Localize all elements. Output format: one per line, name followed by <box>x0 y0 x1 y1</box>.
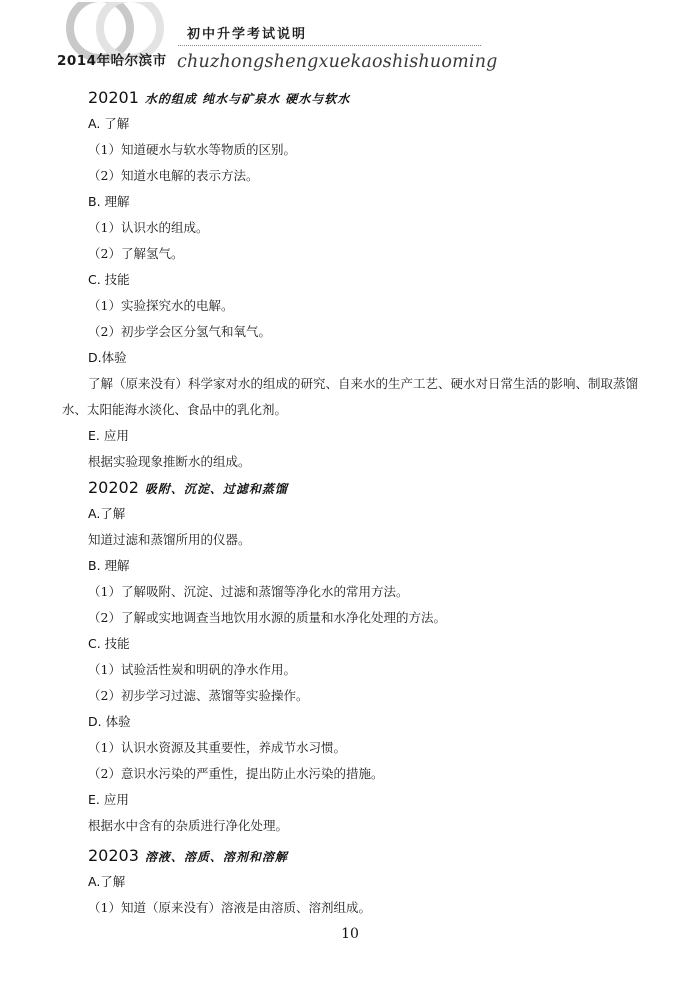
item-text: （1）知道硬水与软水等物质的区别。 <box>88 142 296 157</box>
item-text: （1）实验探究水的电解。 <box>88 298 234 313</box>
item-text: （2）初步学习过滤、蒸馏等实验操作。 <box>88 688 309 703</box>
section-number: 20203 <box>88 846 139 865</box>
level-label: E. 应用 <box>88 792 129 807</box>
section-number: 20201 <box>88 88 139 107</box>
item-text: （1）试验活性炭和明矾的净水作用。 <box>88 662 296 677</box>
level-label: C. 技能 <box>88 272 130 287</box>
level-label: E. 应用 <box>88 428 129 443</box>
section-name: 吸附、沉淀、过滤和蒸馏 <box>144 482 288 496</box>
item-text: （1）认识水的组成。 <box>88 220 209 235</box>
section-name: 水的组成 纯水与矿泉水 硬水与软水 <box>144 92 351 106</box>
header-year-city: 2014年哈尔滨市 <box>57 53 167 69</box>
item-text: （2）了解或实地调查当地饮用水源的质量和水净化处理的方法。 <box>88 610 446 625</box>
level-label: D. 体验 <box>88 714 131 729</box>
section-name: 溶液、溶质、溶剂和溶解 <box>144 850 288 864</box>
header-divider <box>178 45 481 46</box>
header-pinyin: chuzhongshengxuekaoshishuoming <box>177 52 498 72</box>
level-label: D.体验 <box>88 350 127 365</box>
section-heading <box>62 843 647 869</box>
item-text: （2）知道水电解的表示方法。 <box>88 168 259 183</box>
level-label: B. 理解 <box>88 194 130 209</box>
item-text: （2）了解氢气。 <box>88 246 184 261</box>
item-text: 知道过滤和蒸馏所用的仪器。 <box>88 532 251 547</box>
level-label: A.了解 <box>88 874 126 889</box>
item-text: （2）意识水污染的严重性，提出防止水污染的措施。 <box>88 766 384 781</box>
item-text: （2）初步学会区分氢气和氧气。 <box>88 324 271 339</box>
item-text: （1）知道（原来没有）溶液是由溶质、溶剂组成。 <box>88 900 371 915</box>
page-number: 10 <box>341 926 359 942</box>
item-text: 根据水中含有的杂质进行净化处理。 <box>88 818 289 833</box>
level-label: A.了解 <box>88 506 126 521</box>
item-text: （1）认识水资源及其重要性，养成节水习惯。 <box>88 740 346 755</box>
item-text: （1）了解吸附、沉淀、过滤和蒸馏等净化水的常用方法。 <box>88 584 409 599</box>
level-label: C. 技能 <box>88 636 130 651</box>
section-number: 20202 <box>88 478 139 497</box>
level-label: B. 理解 <box>88 558 130 573</box>
header-title: 初中升学考试说明 <box>187 27 308 42</box>
section-heading <box>62 475 647 501</box>
section-heading <box>62 85 647 111</box>
document-body <box>62 85 647 921</box>
level-label: A. 了解 <box>88 116 130 131</box>
item-text: 根据实验现象推断水的组成。 <box>88 454 251 469</box>
item-paragraph: 了解（原来没有）科学家对水的组成的研究、自来水的生产工艺、硬水对日常生活的影响、制取蒸馏水、太阳能海水淡化、食品中的乳化剂。 <box>62 376 639 417</box>
